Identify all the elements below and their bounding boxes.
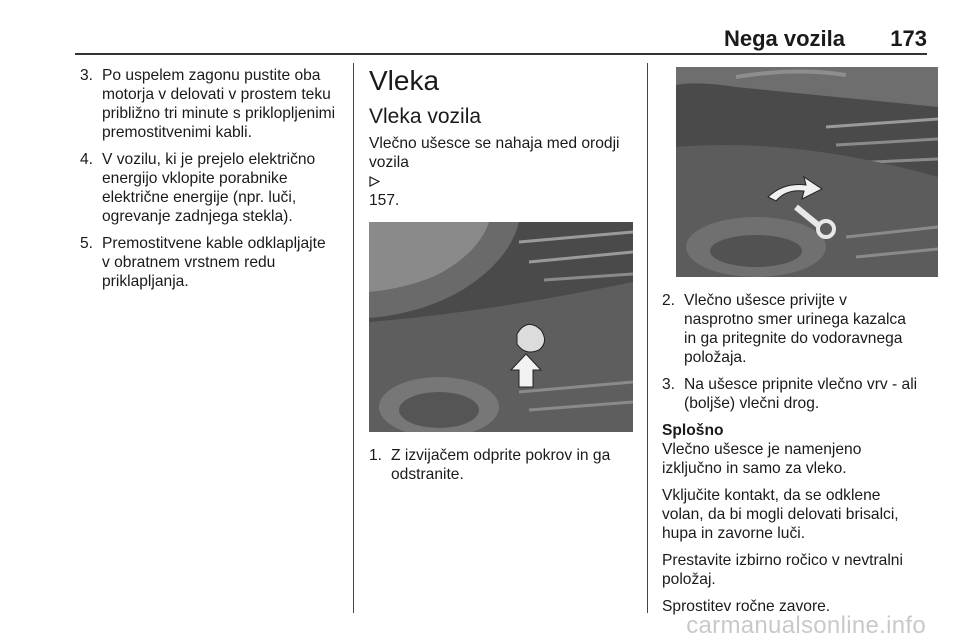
list-item xyxy=(662,291,928,367)
page-number: 173 xyxy=(890,26,927,51)
section-title: Nega vozila xyxy=(723,26,845,51)
step-text: Vlečno ušesce privijte v nasprotno smer urinega kazalca in ga pritegnite do vodoravnega položaja. xyxy=(684,292,906,366)
section-heading: Vleka xyxy=(369,65,440,96)
step-number: 2. xyxy=(662,292,676,309)
step-text: V vozilu, ki je prejelo električno energijo vklopite porabnike električne energije (npr. luči, ogrevanje zadnjega stekla). xyxy=(102,151,316,225)
intro-paragraph xyxy=(369,134,635,210)
step-text: Na ušesce pripnite vlečno vrv - ali (boljše) vlečni drog. xyxy=(684,376,918,412)
page-header xyxy=(75,26,927,52)
page-reference-triangle-icon xyxy=(369,176,380,187)
left-steps-list xyxy=(80,66,342,291)
paragraph: Prestavite izbirno ročico v nevtralni položaj. xyxy=(662,552,903,588)
general-heading: Splošno xyxy=(662,422,724,439)
list-item xyxy=(80,66,342,142)
paragraph: Vlečno ušesce je namenjeno izključno in samo za vleko. xyxy=(662,441,862,477)
section-subheading: Vleka vozila xyxy=(369,105,482,128)
header-rule xyxy=(75,53,927,55)
tow-eye-install-illustration xyxy=(676,67,938,277)
left-column xyxy=(80,66,342,299)
list-item xyxy=(80,234,342,291)
paragraph: Sprostitev ročne zavore. xyxy=(662,598,831,615)
list-item xyxy=(662,375,928,413)
paragraph: Vključite kontakt, da se odklene volan, da bi mogli delovati brisalci, hupa in zavorne luči. xyxy=(662,487,899,542)
step-text: Z izvijačem odprite pokrov in ga odstranite. xyxy=(391,447,611,483)
right-steps-list xyxy=(662,291,928,413)
middle-column xyxy=(369,64,635,492)
step-number: 5. xyxy=(80,235,94,252)
middle-steps-list xyxy=(369,446,635,484)
intro-text: Vlečno ušesce se nahaja med orodji vozila xyxy=(369,135,620,171)
list-item xyxy=(369,446,635,484)
column-divider-left xyxy=(353,63,354,613)
list-item xyxy=(80,150,342,226)
step-number: 1. xyxy=(369,447,383,464)
tow-eye-cover-illustration xyxy=(369,222,633,432)
page-reference[interactable]: 157. xyxy=(369,192,400,209)
step-number: 3. xyxy=(662,376,676,393)
step-number: 4. xyxy=(80,151,94,168)
step-number: 3. xyxy=(80,67,94,84)
step-text: Premostitvene kable odklapljajte v obratnem vrstnem redu priklapljanja. xyxy=(102,235,326,290)
right-column xyxy=(662,64,928,624)
step-text: Po uspelem zagonu pustite oba motorja v delovati v prostem teku približno tri minute s priklopljenimi premostitvenimi kabli. xyxy=(102,67,336,141)
column-divider-right xyxy=(647,63,648,613)
watermark: carmanualsonline.info xyxy=(686,612,926,639)
